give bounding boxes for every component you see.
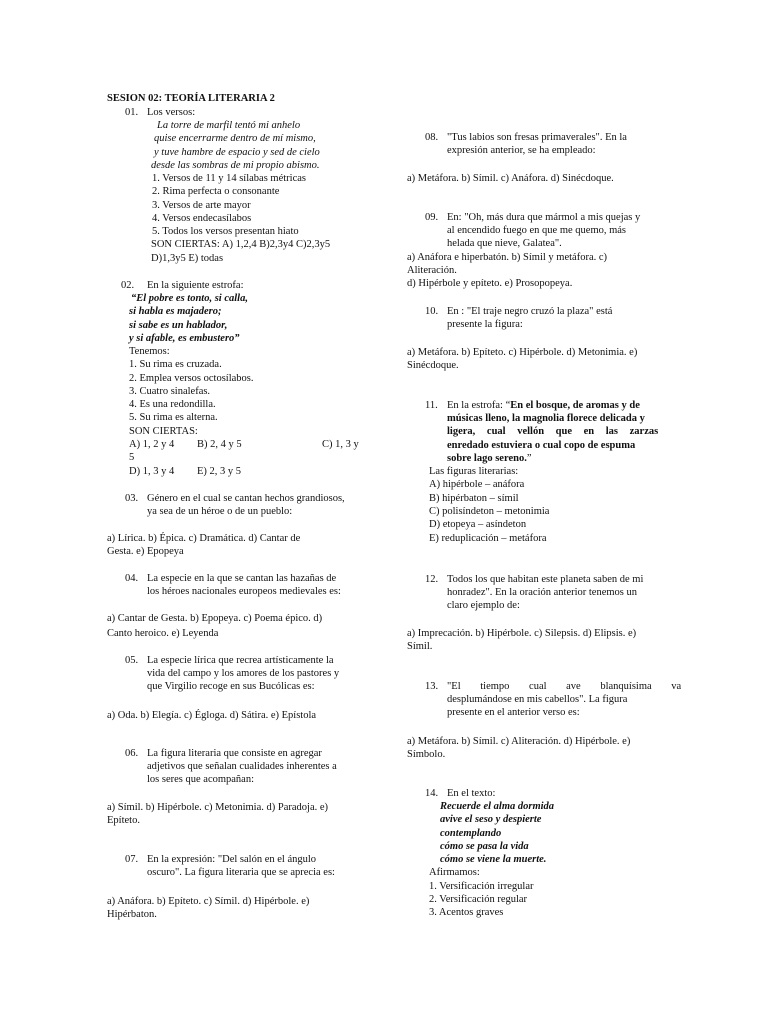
- verse-line: avive el seso y despierte: [440, 814, 542, 825]
- question-stem: En el texto:: [447, 788, 496, 799]
- answer-options: a) Anáfora e hiperbatón. b) Símil y metáfora. c): [407, 252, 608, 263]
- answer-options: Hipérbaton.: [107, 909, 157, 920]
- question-number: 14.: [425, 788, 439, 799]
- son-ciertas-label: SON CIERTAS:: [129, 426, 198, 437]
- answer-options: Canto heroico. e) Leyenda: [107, 628, 219, 639]
- list-item: 4. Es una redondilla.: [129, 399, 216, 410]
- answer-options: Aliteración.: [407, 265, 457, 276]
- list-item: E) reduplicación – metáfora: [429, 533, 547, 544]
- question-stem: "El tiempo cual ave blanquísima va: [447, 681, 682, 692]
- question-stem: En la siguiente estrofa:: [147, 280, 244, 291]
- question-stem: En la expresión: "Del salón en el ángulo: [147, 854, 317, 865]
- question-number: 06.: [125, 748, 139, 759]
- question-stem: En : "El traje negro cruzó la plaza" está: [447, 306, 613, 317]
- list-item: A) hipérbole – anáfora: [429, 479, 525, 490]
- verse-line: si habla es majadero;: [129, 306, 222, 317]
- answer-options: Símil.: [407, 641, 433, 652]
- question-stem: oscuro". La figura literaria que se aprecia es:: [147, 867, 335, 878]
- question-stem: honradez". En la oración anterior tenemos un: [447, 587, 638, 598]
- verse-line: quise encerrarme dentro de mí mismo,: [154, 133, 316, 144]
- answer-options: a) Metáfora. b) Símil. c) Aliteración. d) Hipérbole. e): [407, 736, 631, 747]
- list-item: 1. Versos de 11 y 14 sílabas métricas: [152, 173, 306, 184]
- list-item: B) hipérbaton – símil: [429, 493, 519, 504]
- stem-lead: En la estrofa: “: [447, 400, 511, 411]
- question-number: 04.: [125, 573, 139, 584]
- stem-bold: enredado estuviera o cual copo de espuma: [447, 440, 636, 451]
- option-d: D) 1, 3 y 4: [129, 466, 175, 477]
- question-number: 09.: [425, 212, 439, 223]
- question-stem: "Tus labios son fresas primaverales". En la: [447, 132, 627, 143]
- answer-options: a) Metáfora. b) Epíteto. c) Hipérbole. d) Metonimia. e): [407, 347, 638, 358]
- verse-line: si sabe es un hablador,: [129, 320, 228, 331]
- question-stem: Los versos:: [147, 107, 196, 118]
- question-stem: La especie en la que se cantan las hazañas de: [147, 573, 337, 584]
- page-title: SESION 02: TEORÍA LITERARIA 2: [107, 93, 275, 104]
- list-item: 1. Versificación irregular: [429, 881, 534, 892]
- question-stem: desplumándose en mis cabellos". La figura: [447, 694, 628, 705]
- verse-line: “El pobre es tonto, si calla,: [131, 293, 248, 304]
- answer-options: Epíteto.: [107, 815, 140, 826]
- question-stem: los seres que acompañan:: [147, 774, 255, 785]
- question-number: 11.: [425, 400, 438, 411]
- stem-bold: músicas lleno, la magnolia florece delicada y: [447, 413, 645, 424]
- question-stem: los héroes nacionales europeos medievales es:: [147, 586, 341, 597]
- question-stem: ya sea de un héroe o de un pueblo:: [147, 506, 293, 517]
- list-item: 2. Rima perfecta o consonante: [152, 186, 280, 197]
- list-item: 3. Acentos graves: [429, 907, 504, 918]
- option-e: E) 2, 3 y 5: [197, 466, 242, 477]
- question-number: 10.: [425, 306, 439, 317]
- verse-line: contemplando: [440, 828, 502, 839]
- stem-bold: ligera, cual vellón que en las zarzas: [447, 426, 659, 437]
- tenemos-label: Tenemos:: [129, 346, 170, 357]
- option-c: C) 1, 3 y: [322, 439, 359, 450]
- question-stem: Género en el cual se cantan hechos grandiosos,: [147, 493, 345, 504]
- question-stem: adjetivos que señalan cualidades inherentes a: [147, 761, 337, 772]
- question-stem: presente en el anterior verso es:: [447, 707, 580, 718]
- answer-options: Sinécdoque.: [407, 360, 459, 371]
- answer-options: Gesta. e) Epopeya: [107, 546, 184, 557]
- question-stem: expresión anterior, se ha empleado:: [447, 145, 596, 156]
- list-item: C) polisíndeton – metonimia: [429, 506, 550, 517]
- answer-options: a) Cantar de Gesta. b) Epopeya. c) Poema épico. d): [107, 613, 323, 624]
- question-number: 13.: [425, 681, 439, 692]
- answer-options: a) Lírica. b) Épica. c) Dramática. d) Cantar de: [107, 533, 301, 544]
- answer-options: SON CIERTAS: A) 1,2,4 B)2,3y4 C)2,3y5: [151, 239, 331, 250]
- answer-options: a) Anáfora. b) Epíteto. c) Símil. d) Hipérbole. e): [107, 896, 310, 907]
- stem-close: ”: [526, 453, 532, 464]
- answer-options: a) Símil. b) Hipérbole. c) Metonimia. d) Paradoja. e): [107, 802, 329, 813]
- list-item: 2. Versificación regular: [429, 894, 528, 905]
- list-item: D) etopeya – asíndeton: [429, 519, 527, 530]
- question-stem: que Virgilio recoge en sus Bucólicas es:: [147, 681, 315, 692]
- question-number: 07.: [125, 854, 139, 865]
- answer-options: a) Oda. b) Elegía. c) Égloga. d) Sátira. e) Epístola: [107, 710, 317, 721]
- afirmamos-label: Afirmamos:: [429, 867, 480, 878]
- verse-line: Recuerde el alma dormida: [440, 801, 555, 812]
- list-item: 3. Cuatro sinalefas.: [129, 386, 211, 397]
- list-item: 5. Su rima es alterna.: [129, 412, 218, 423]
- question-stem: claro ejemplo de:: [447, 600, 520, 611]
- list-item: 1. Su rima es cruzada.: [129, 359, 222, 370]
- question-stem: presente la figura:: [447, 319, 523, 330]
- list-item: 3. Versos de arte mayor: [152, 200, 251, 211]
- question-number: 02.: [121, 280, 135, 291]
- question-stem: La especie lírica que recrea artísticamente la: [147, 655, 334, 666]
- answer-options: a) Imprecación. b) Hipérbole. c) Silepsis. d) Elipsis. e): [407, 628, 637, 639]
- question-stem: En: "Oh, más dura que mármol a mis quejas y: [447, 212, 641, 223]
- list-item: 5. Todos los versos presentan hiato: [152, 226, 299, 237]
- list-item: 2. Emplea versos octosílabos.: [129, 373, 254, 384]
- answer-options: d) Hipérbole y epíteto. e) Prosopopeya.: [407, 278, 573, 289]
- verse-line: y tuve hambre de espacio y sed de cielo: [154, 147, 320, 158]
- answer-options: D)1,3y5 E) todas: [151, 253, 224, 264]
- answer-options: a) Metáfora. b) Símil. c) Anáfora. d) Sinécdoque.: [407, 173, 614, 184]
- verse-line: cómo se viene la muerte.: [440, 854, 547, 865]
- verse-line: La torre de marfil tentó mi anhelo: [157, 120, 301, 131]
- question-stem: Todos los que habitan este planeta saben de mi: [447, 574, 644, 585]
- question-number: 08.: [425, 132, 439, 143]
- verse-line: desde las sombras de mi propio abismo.: [151, 160, 320, 171]
- verse-line: cómo se pasa la vida: [440, 841, 529, 852]
- stem-bold: sobre lago sereno.: [447, 453, 527, 464]
- answer-options: Símbolo.: [407, 749, 446, 760]
- figuras-label: Las figuras literarias:: [429, 466, 519, 477]
- stem-bold: En el bosque, de aromas y de: [510, 400, 640, 411]
- question-number: 03.: [125, 493, 139, 504]
- list-item: 4. Versos endecasílabos: [152, 213, 252, 224]
- verse-line: y si afable, es embustero”: [129, 333, 240, 344]
- question-number: 05.: [125, 655, 139, 666]
- question-stem: helada que nieve, Galatea".: [447, 238, 562, 249]
- question-number: 12.: [425, 574, 439, 585]
- option-a: A) 1, 2 y 4: [129, 439, 175, 450]
- option-c-continued: 5: [129, 452, 135, 463]
- question-stem: al encendido fuego en que me quemo, más: [447, 225, 627, 236]
- option-b: B) 2, 4 y 5: [197, 439, 242, 450]
- question-stem: [447, 399, 661, 412]
- question-number: 01.: [125, 107, 139, 118]
- question-stem: La figura literaria que consiste en agregar: [147, 748, 322, 759]
- question-stem: vida del campo y los amores de los pastores y: [147, 668, 340, 679]
